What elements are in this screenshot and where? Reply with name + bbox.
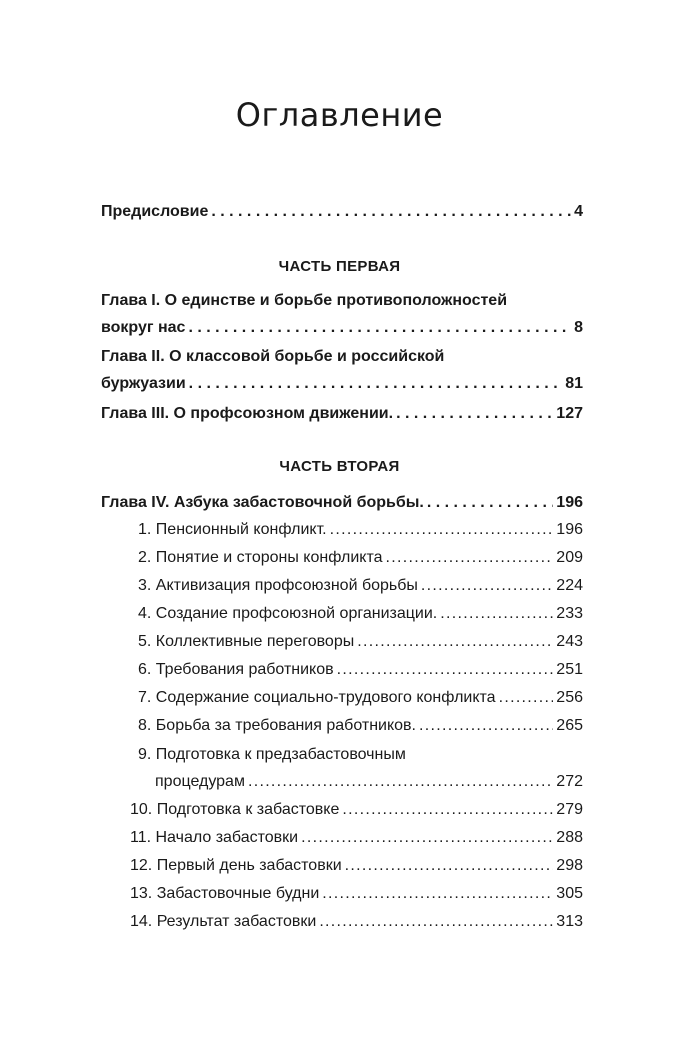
toc-entry-line[interactable]: Глава II. О классовой борьбе и российской <box>101 348 445 365</box>
toc-entry-page: 209 <box>556 549 583 566</box>
part-heading: ЧАСТЬ ПЕРВАЯ <box>278 258 401 275</box>
toc-entry-chapter[interactable] <box>101 493 583 513</box>
toc-entry-page: 4 <box>574 203 583 220</box>
toc-entry-section[interactable] <box>138 660 583 680</box>
toc-entry-title: 2. Понятие и стороны конфликта <box>138 549 383 566</box>
toc-entry-section[interactable] <box>138 576 583 596</box>
dot-leader <box>330 520 554 540</box>
toc-entry-title: Глава IV. Азбука забастовочной борьбы. <box>101 494 424 511</box>
toc-entry-section[interactable] <box>130 828 583 848</box>
toc-entry-title: Предисловие <box>101 203 209 220</box>
toc-entry-section[interactable] <box>155 772 583 792</box>
toc-entry-title: 13. Забастовочные будни <box>130 885 320 902</box>
toc-entry-page: 279 <box>556 801 583 818</box>
dot-leader <box>419 716 553 736</box>
toc-entry-title: 4. Создание профсоюзной организации. <box>138 605 438 622</box>
dot-leader <box>301 828 553 848</box>
toc-entry-chapter[interactable] <box>101 404 583 424</box>
dot-leader <box>248 772 553 792</box>
toc-entry-section[interactable] <box>130 912 583 932</box>
toc-entry-section[interactable] <box>130 884 583 904</box>
toc-entry-title: 8. Борьба за требования работников. <box>138 717 416 734</box>
toc-entry-chapter[interactable] <box>101 374 583 394</box>
toc-entry-title: вокруг нас <box>101 319 186 336</box>
dot-leader <box>345 856 554 876</box>
toc-entry-title: 12. Первый день забастовки <box>130 857 342 874</box>
dot-leader <box>337 660 554 680</box>
toc-entry-page: 305 <box>556 885 583 902</box>
toc-entry-title: 7. Содержание социально-трудового конфликта <box>138 689 496 706</box>
toc-entry-page: 224 <box>556 577 583 594</box>
dot-leader <box>322 884 553 904</box>
toc-entry-page: 313 <box>556 913 583 930</box>
toc-entry-chapter[interactable] <box>101 318 583 338</box>
toc-entry-page: 251 <box>556 661 583 678</box>
toc-entry-title: 10. Подготовка к забастовке <box>130 801 340 818</box>
dot-leader <box>499 688 554 708</box>
toc-entry-title: 5. Коллективные переговоры <box>138 633 355 650</box>
dot-leader <box>386 548 554 568</box>
toc-entry-page: 196 <box>556 494 583 511</box>
toc-entry-line[interactable]: 9. Подготовка к предзабастовочным <box>138 746 406 763</box>
toc-entry-page: 272 <box>556 773 583 790</box>
dot-leader <box>396 404 553 424</box>
toc-entry-page: 243 <box>556 633 583 650</box>
toc-entry-title: 3. Активизация профсоюзной борьбы <box>138 577 418 594</box>
page-title: Оглавление <box>235 96 444 134</box>
toc-entry-title: буржуазии <box>101 375 186 392</box>
toc-entry-page: 256 <box>556 689 583 706</box>
toc-entry-page: 81 <box>565 375 583 392</box>
dot-leader <box>421 576 553 596</box>
toc-entry-page: 8 <box>574 319 583 336</box>
toc-entry-title: процедурам <box>155 773 245 790</box>
toc-entry-page: 265 <box>556 717 583 734</box>
toc-entry-section[interactable] <box>138 520 583 540</box>
toc-entry-title: 6. Требования работников <box>138 661 334 678</box>
toc-entry-section[interactable] <box>130 800 583 820</box>
toc-entry-section[interactable] <box>138 632 583 652</box>
dot-leader <box>342 800 553 820</box>
dot-leader <box>189 374 563 394</box>
toc-entry-page: 233 <box>556 605 583 622</box>
toc-entry-section[interactable] <box>130 856 583 876</box>
toc-entry-section[interactable] <box>138 716 583 736</box>
toc-entry-title: Глава III. О профсоюзном движении. <box>101 405 394 422</box>
toc-entry-section[interactable] <box>138 688 583 708</box>
toc-entry-page: 127 <box>556 405 583 422</box>
toc-entry-page: 288 <box>556 829 583 846</box>
toc-entry-preface[interactable] <box>101 202 583 222</box>
part-heading: ЧАСТЬ ВТОРАЯ <box>279 458 400 475</box>
toc-entry-line[interactable]: Глава I. О единстве и борьбе противоположностей <box>101 292 508 309</box>
toc-entry-title: 1. Пенсионный конфликт. <box>138 521 327 538</box>
dot-leader <box>188 318 571 338</box>
toc-entry-section[interactable] <box>138 548 583 568</box>
dot-leader <box>427 493 553 513</box>
toc-entry-section[interactable] <box>138 604 583 624</box>
toc-entry-page: 298 <box>556 857 583 874</box>
dot-leader <box>211 202 571 222</box>
toc-entry-page: 196 <box>556 521 583 538</box>
dot-leader <box>319 912 553 932</box>
dot-leader <box>357 632 553 652</box>
toc-entry-title: 14. Результат забастовки <box>130 913 317 930</box>
toc-entry-title: 11. Начало забастовки <box>130 829 299 846</box>
dot-leader <box>440 604 553 624</box>
